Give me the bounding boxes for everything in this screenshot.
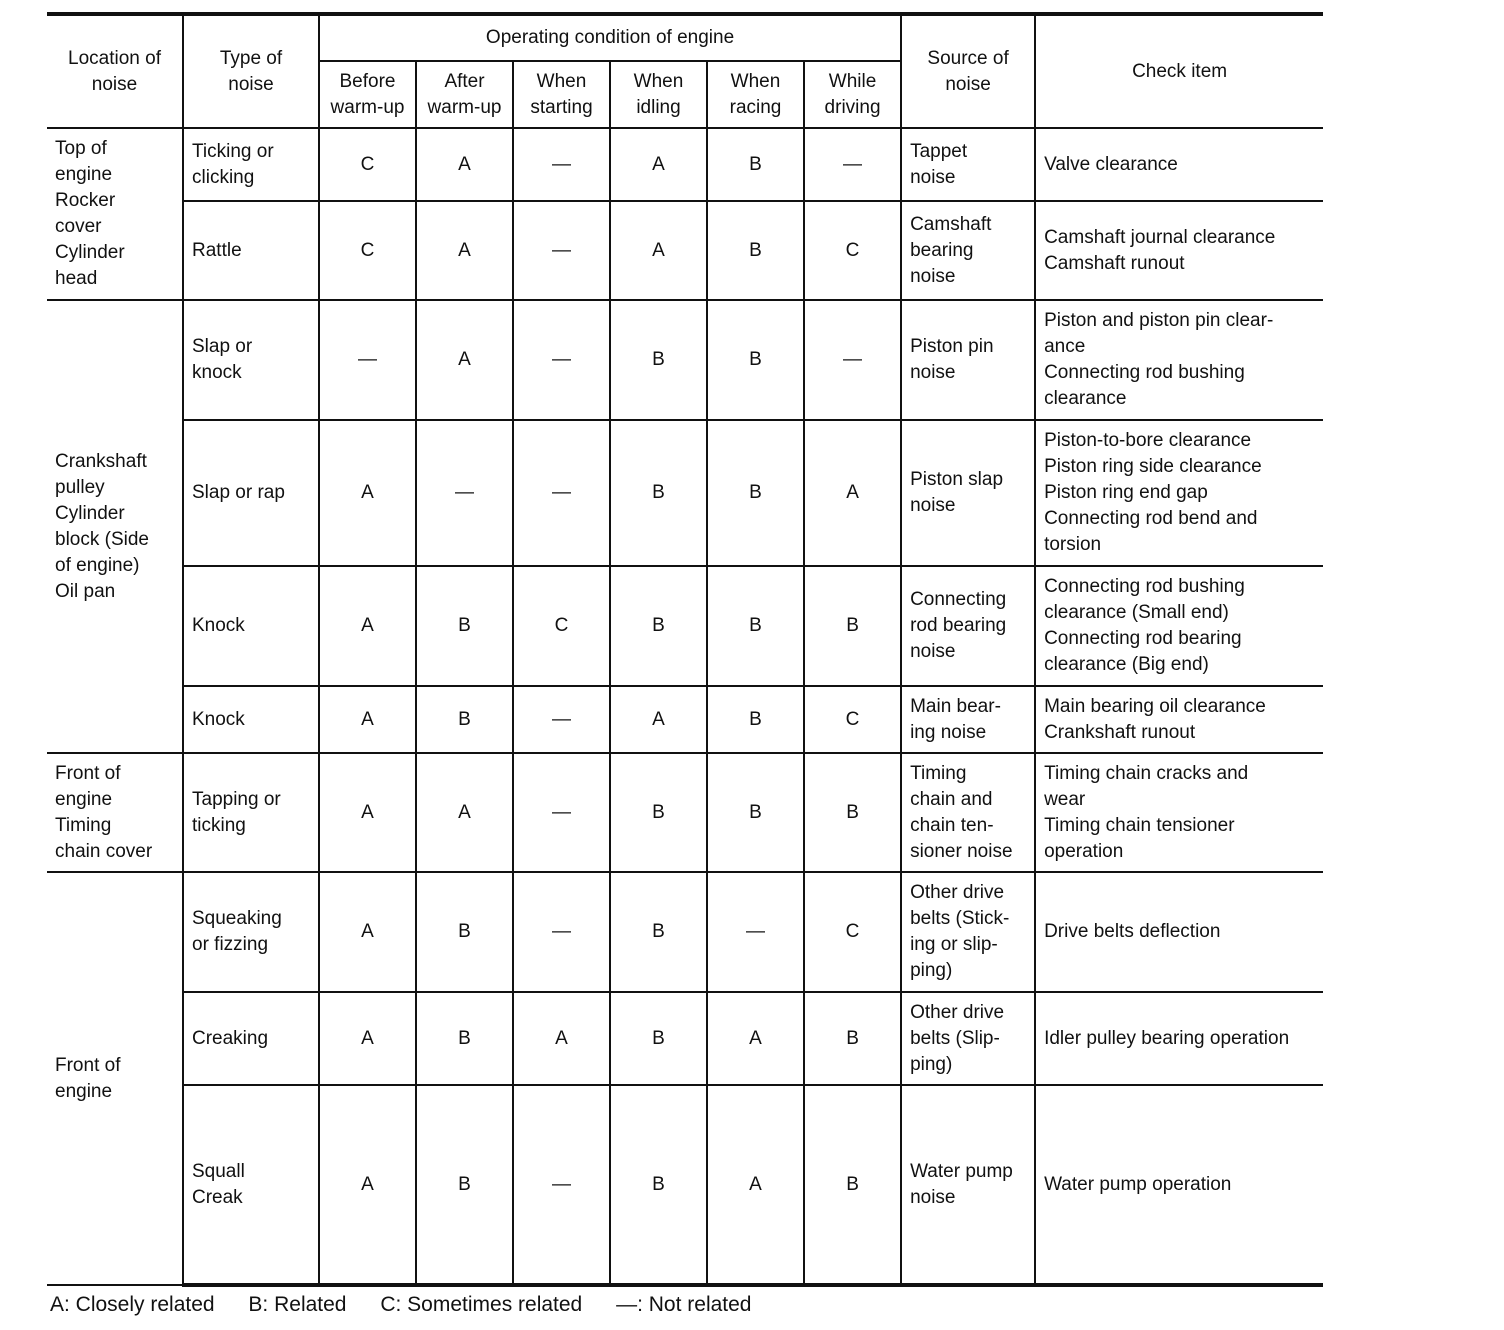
header-check-item: Check item — [1035, 14, 1323, 128]
condition-cell: B — [610, 753, 707, 872]
check-item-cell: Timing chain cracks and wear Timing chain tensioner operation — [1035, 753, 1323, 872]
header-operating-condition: Operating condition of engine — [319, 14, 901, 61]
noise-type-cell: Slap or rap — [183, 420, 319, 566]
check-item-cell: Valve clearance — [1035, 128, 1323, 201]
header-location: Location of noise — [47, 14, 183, 128]
noise-type-cell: Tapping or ticking — [183, 753, 319, 872]
condition-cell: A — [707, 992, 804, 1085]
condition-cell: B — [610, 300, 707, 420]
condition-cell: B — [804, 1085, 901, 1285]
location-cell: Top of engine Rocker cover Cylinder head — [47, 128, 183, 300]
condition-cell: B — [610, 1085, 707, 1285]
condition-cell: — — [513, 420, 610, 566]
legend-item-c: C: Sometimes related — [380, 1293, 583, 1316]
condition-cell: B — [416, 1085, 513, 1285]
condition-cell: C — [804, 201, 901, 300]
condition-cell: — — [513, 753, 610, 872]
condition-cell: B — [610, 992, 707, 1085]
table-row — [47, 1085, 1323, 1285]
condition-cell: B — [416, 686, 513, 753]
condition-cell: — — [513, 872, 610, 992]
condition-cell: B — [416, 566, 513, 686]
noise-source-cell: Tappet noise — [901, 128, 1035, 201]
table-row — [47, 420, 1323, 566]
check-item-cell: Drive belts deflection — [1035, 872, 1323, 992]
condition-cell: — — [513, 686, 610, 753]
noise-type-cell: Ticking or clicking — [183, 128, 319, 201]
condition-cell: — — [319, 300, 416, 420]
noise-source-cell: Other drive belts (Slip- ping) — [901, 992, 1035, 1085]
check-item-cell: Idler pulley bearing operation — [1035, 992, 1323, 1085]
condition-cell: A — [610, 201, 707, 300]
condition-cell: A — [416, 753, 513, 872]
table-body — [47, 128, 1323, 1285]
condition-cell: B — [707, 420, 804, 566]
noise-source-cell: Main bear- ing noise — [901, 686, 1035, 753]
noise-source-cell: Camshaft bearing noise — [901, 201, 1035, 300]
table-row — [47, 566, 1323, 686]
noise-source-cell: Piston slap noise — [901, 420, 1035, 566]
check-item-cell: Piston and piston pin clear- ance Connecting rod bushing clearance — [1035, 300, 1323, 420]
legend-item-b: B: Related — [248, 1293, 347, 1316]
noise-type-cell: Squall Creak — [183, 1085, 319, 1285]
condition-cell: A — [707, 1085, 804, 1285]
condition-cell: A — [319, 1085, 416, 1285]
condition-cell: — — [707, 872, 804, 992]
table-row — [47, 300, 1323, 420]
condition-cell: — — [513, 128, 610, 201]
legend-item-not-related: —: Not related — [616, 1293, 752, 1316]
noise-source-cell: Other drive belts (Stick- ing or slip- ping) — [901, 872, 1035, 992]
condition-cell: B — [707, 566, 804, 686]
header-when-idling: When idling — [610, 61, 707, 128]
location-cell: Crankshaft pulley Cylinder block (Side of engine) Oil pan — [47, 300, 183, 753]
noise-source-cell: Piston pin noise — [901, 300, 1035, 420]
condition-cell: — — [804, 300, 901, 420]
check-item-cell: Connecting rod bushing clearance (Small end) Connecting rod bearing clearance (Big end) — [1035, 566, 1323, 686]
condition-cell: B — [707, 753, 804, 872]
noise-source-cell: Timing chain and chain ten- sioner noise — [901, 753, 1035, 872]
header-before-warm-up: Before warm-up — [319, 61, 416, 128]
condition-cell: — — [804, 128, 901, 201]
header-when-starting: When starting — [513, 61, 610, 128]
engine-noise-table — [47, 12, 1323, 1287]
condition-cell: B — [804, 753, 901, 872]
noise-source-cell: Water pump noise — [901, 1085, 1035, 1285]
location-cell: Front of engine Timing chain cover — [47, 753, 183, 872]
location-cell: Front of engine — [47, 872, 183, 1285]
table-row — [47, 201, 1323, 300]
noise-type-cell: Knock — [183, 566, 319, 686]
condition-cell: A — [610, 128, 707, 201]
condition-cell: B — [610, 420, 707, 566]
condition-cell: A — [319, 872, 416, 992]
condition-cell: A — [319, 566, 416, 686]
legend-item-a: A: Closely related — [50, 1293, 215, 1316]
condition-cell: — — [513, 1085, 610, 1285]
check-item-cell: Main bearing oil clearance Crankshaft runout — [1035, 686, 1323, 753]
condition-cell: B — [416, 872, 513, 992]
condition-cell: B — [804, 992, 901, 1085]
check-item-cell: Piston-to-bore clearance Piston ring side clearance Piston ring end gap Connecting rod bend and torsion — [1035, 420, 1323, 566]
table-row — [47, 753, 1323, 872]
condition-cell: C — [319, 201, 416, 300]
condition-cell: C — [513, 566, 610, 686]
condition-cell: B — [707, 686, 804, 753]
condition-cell: C — [804, 686, 901, 753]
condition-cell: A — [416, 201, 513, 300]
table-row — [47, 872, 1323, 992]
condition-cell: A — [319, 753, 416, 872]
condition-cell: B — [707, 128, 804, 201]
header-after-warm-up: After warm-up — [416, 61, 513, 128]
header-when-racing: When racing — [707, 61, 804, 128]
condition-cell: — — [513, 201, 610, 300]
condition-cell: C — [804, 872, 901, 992]
table-header — [47, 14, 1323, 128]
noise-type-cell: Knock — [183, 686, 319, 753]
legend — [50, 1293, 780, 1317]
noise-type-cell: Rattle — [183, 201, 319, 300]
noise-type-cell: Squeaking or fizzing — [183, 872, 319, 992]
table-row — [47, 992, 1323, 1085]
table-row — [47, 128, 1323, 201]
header-type: Type of noise — [183, 14, 319, 128]
condition-cell: A — [804, 420, 901, 566]
check-item-cell: Water pump operation — [1035, 1085, 1323, 1285]
condition-cell: C — [319, 128, 416, 201]
header-source: Source of noise — [901, 14, 1035, 128]
condition-cell: — — [513, 300, 610, 420]
condition-cell: A — [416, 300, 513, 420]
noise-type-cell: Slap or knock — [183, 300, 319, 420]
condition-cell: B — [804, 566, 901, 686]
condition-cell: B — [416, 992, 513, 1085]
noise-type-cell: Creaking — [183, 992, 319, 1085]
condition-cell: A — [319, 420, 416, 566]
condition-cell: A — [319, 992, 416, 1085]
noise-source-cell: Connecting rod bearing noise — [901, 566, 1035, 686]
condition-cell: B — [707, 201, 804, 300]
condition-cell: B — [707, 300, 804, 420]
table-row — [47, 686, 1323, 753]
check-item-cell: Camshaft journal clearance Camshaft runout — [1035, 201, 1323, 300]
condition-cell: A — [319, 686, 416, 753]
header-while-driving: While driving — [804, 61, 901, 128]
condition-cell: A — [513, 992, 610, 1085]
condition-cell: B — [610, 872, 707, 992]
condition-cell: B — [610, 566, 707, 686]
condition-cell: A — [610, 686, 707, 753]
condition-cell: — — [416, 420, 513, 566]
condition-cell: A — [416, 128, 513, 201]
